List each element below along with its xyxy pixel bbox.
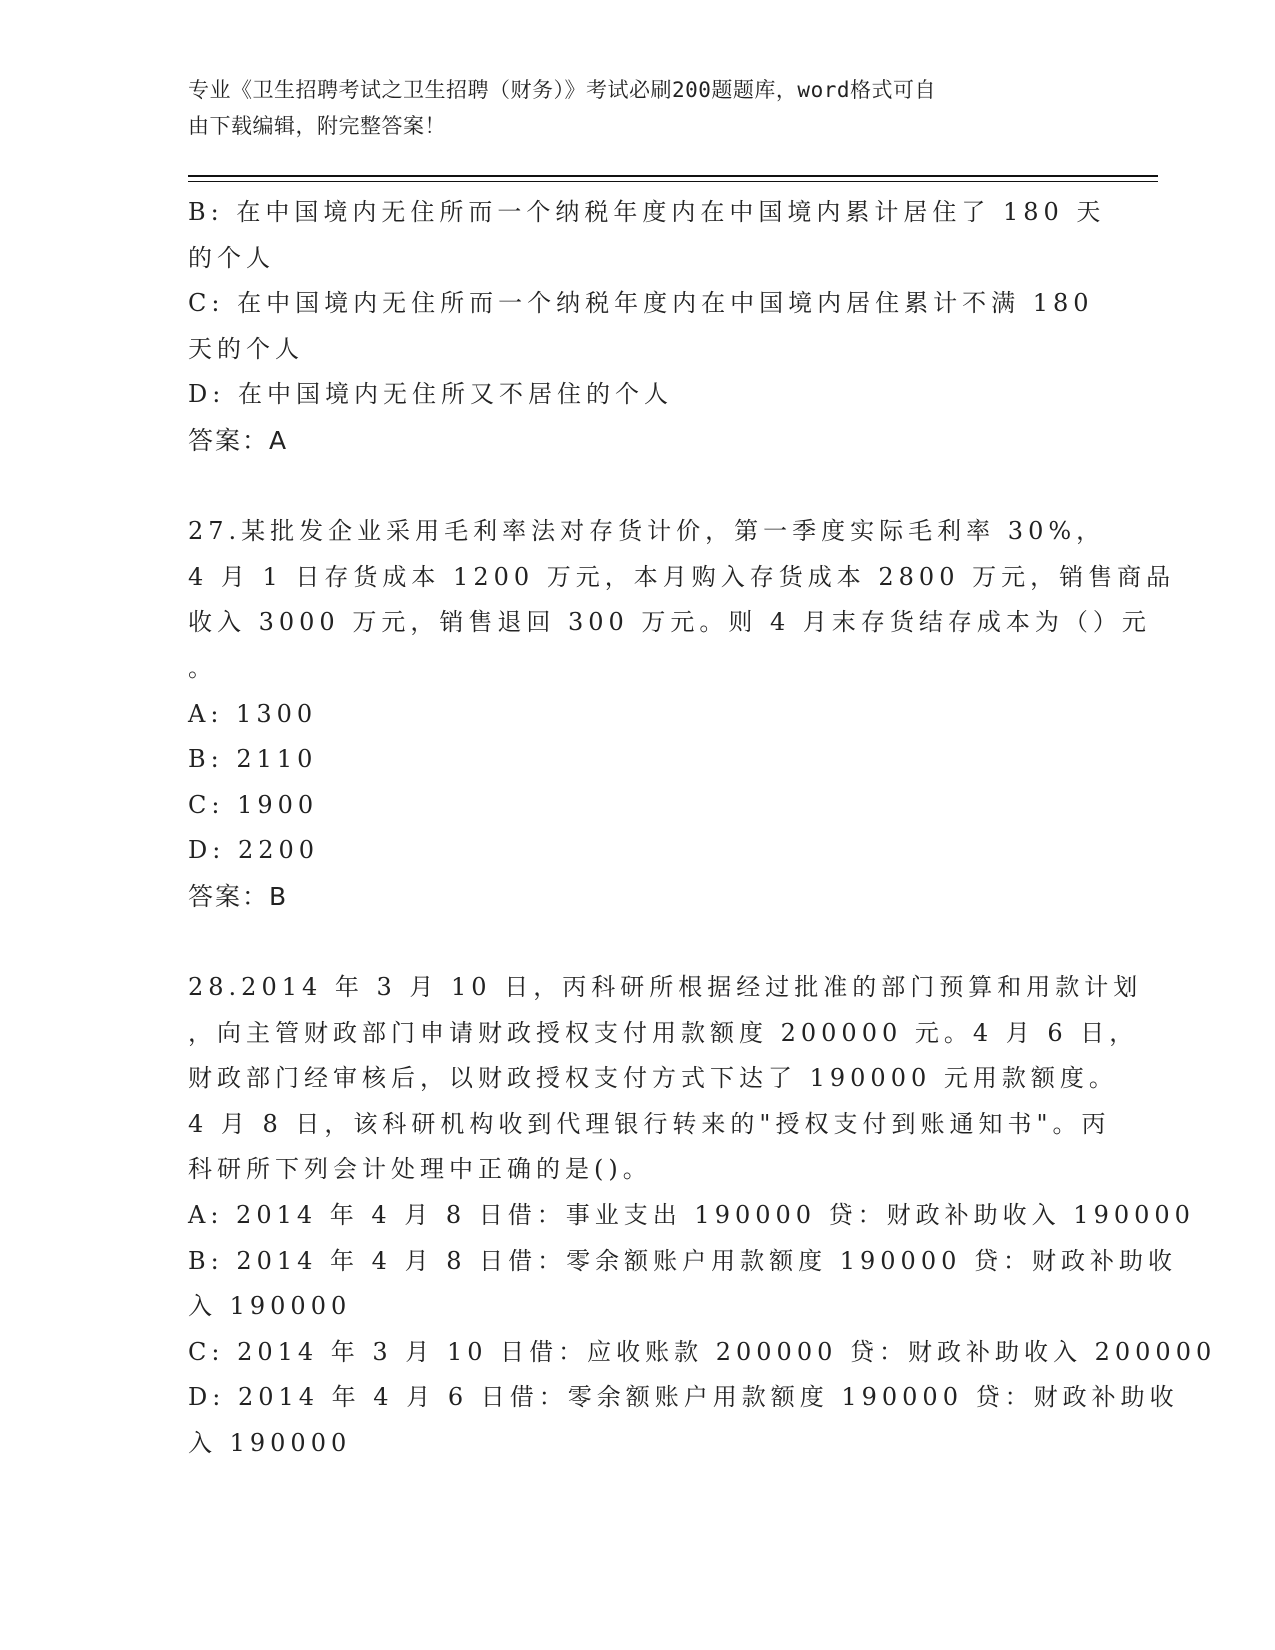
option-a: A: 2014 年 4 月 8 日借：事业支出 190000 贷：财政补助收入 190000 (188, 1201, 1195, 1230)
question-stem: 4 月 8 日，该科研机构收到代理银行转来的"授权支付到账通知书"。丙 (188, 1109, 1111, 1138)
question-26-tail (188, 190, 1106, 464)
option-d: D: 2014 年 4 月 6 日借：零余额账户用款额度 190000 贷：财政补助收 (188, 1383, 1179, 1412)
option-d-continued: 入 190000 (188, 1429, 352, 1458)
option-d: D: 在中国境内无住所又不居住的个人 (188, 380, 673, 409)
header-line: 专业《卫生招聘考试之卫生招聘（财务）》考试必刷200题题库，word格式可自 (188, 78, 936, 102)
option-c: C: 2014 年 3 月 10 日借：应收账款 200000 贷：财政补助收入 200000 (188, 1337, 1217, 1366)
question-stem: 28.2014 年 3 月 10 日，丙科研所根据经过批准的部门预算和用款计划 (188, 973, 1143, 1002)
question-stem: 27.某批发企业采用毛利率法对存货计价，第一季度实际毛利率 30%， (188, 517, 1106, 546)
question-spacer (188, 920, 1088, 966)
option-d: D: 2200 (188, 836, 320, 865)
header-divider-thick (188, 175, 1158, 177)
option-b-continued: 入 190000 (188, 1292, 352, 1321)
answer-line: 答案：B (188, 881, 289, 911)
option-c: C: 在中国境内无住所而一个纳税年度内在中国境内居住累计不满 180 (188, 289, 1094, 318)
document-body (188, 190, 1217, 1467)
option-c-continued: 天的个人 (188, 334, 304, 363)
question-stem: 收入 3000 万元，销售退回 300 万元。则 4 月末存货结存成本为（）元 (188, 608, 1151, 637)
option-c: C: 1900 (188, 790, 319, 819)
question-28 (188, 965, 1217, 1467)
question-spacer (188, 464, 1088, 510)
option-b: B: 2110 (188, 745, 318, 774)
question-stem: 4 月 1 日存货成本 1200 万元，本月购入存货成本 2800 万元，销售商品 (188, 562, 1176, 591)
answer-line: 答案：A (188, 425, 289, 455)
question-stem: 。 (188, 653, 217, 682)
option-b-continued: 的个人 (188, 243, 275, 272)
question-stem: ，向主管财政部门申请财政授权支付用款额度 200000 元。4 月 6 日， (188, 1018, 1139, 1047)
option-b: B: 2014 年 4 月 8 日借：零余额账户用款额度 190000 贷：财政补助收 (188, 1246, 1177, 1275)
option-a: A: 1300 (188, 699, 318, 728)
question-stem: 科研所下列会计处理中正确的是()。 (188, 1155, 652, 1184)
header-line: 由下载编辑，附完整答案！ (188, 114, 446, 138)
question-27 (188, 509, 1176, 919)
document-header (188, 72, 1068, 144)
header-divider-thin (188, 181, 1158, 182)
option-b: B: 在中国境内无住所而一个纳税年度内在中国境内累计居住了 180 天 (188, 198, 1106, 226)
question-stem: 财政部门经审核后，以财政授权支付方式下达了 190000 元用款额度。 (188, 1064, 1118, 1093)
